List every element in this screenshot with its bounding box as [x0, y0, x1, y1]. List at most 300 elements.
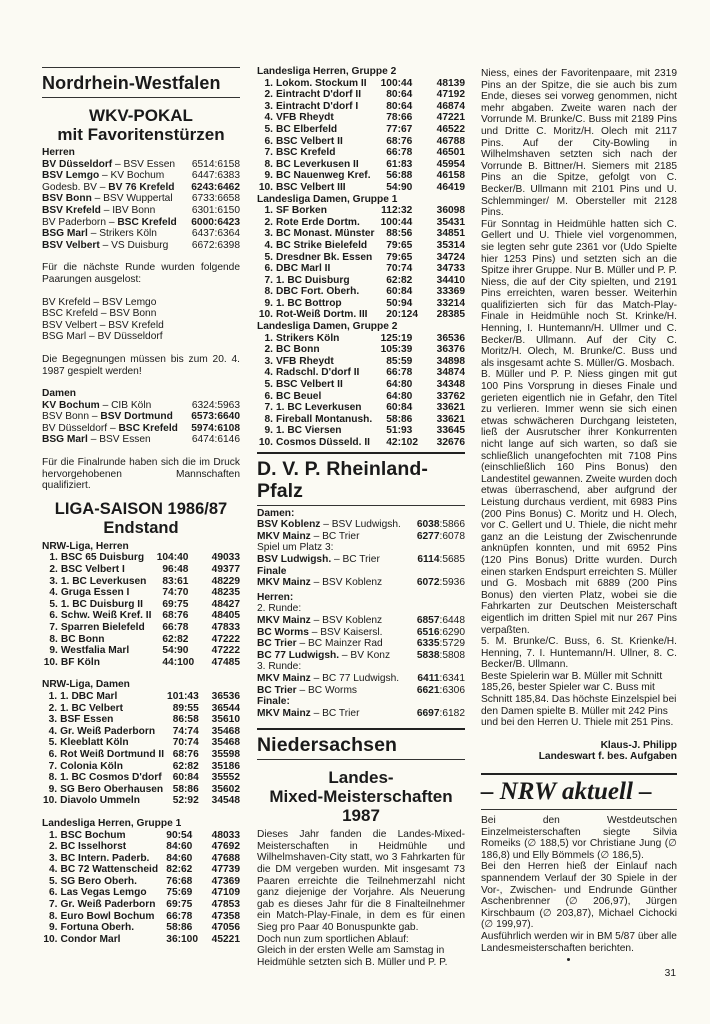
home-team: BSG Marl	[42, 228, 88, 240]
team-name: Las Vegas Lemgo	[60, 887, 147, 899]
winner-team: BC Trier	[257, 684, 297, 696]
match-row	[42, 434, 240, 446]
table-row	[257, 240, 465, 252]
away-team: BSV Wuppertal	[103, 193, 173, 205]
total-pins: 49033	[211, 552, 240, 564]
points-won: 54:	[386, 181, 401, 193]
team-name: Eintracht D'dorf I	[276, 100, 359, 112]
winner-score: 6411	[417, 672, 440, 684]
pairing: BV Krefeld – BSV Lemgo	[42, 296, 157, 308]
table-row	[42, 645, 240, 657]
away-team: BSV Dortmund	[100, 411, 173, 423]
team-name: SG Bero Oberh.	[60, 875, 137, 887]
home-team: BSG Marl	[42, 434, 88, 446]
table-row	[42, 841, 240, 853]
total-pins: 47739	[211, 864, 240, 876]
points-won: 58:	[386, 413, 401, 425]
match-teams	[257, 627, 383, 639]
separator: –	[310, 614, 323, 626]
team-name: Lokom. Stockum II	[276, 77, 367, 89]
points-won: 64:	[386, 390, 401, 402]
points-won: 54:	[162, 645, 178, 657]
rank: 7.	[49, 622, 58, 633]
points-won: 50:	[386, 297, 401, 309]
team-name: Gruga Essen I	[60, 587, 130, 599]
winner-score: 6038	[416, 519, 440, 531]
match-row	[257, 673, 465, 685]
liga-heading-1: LIGA-SAISON 1986/87	[54, 499, 228, 518]
table-row	[257, 252, 465, 264]
winner-team: MKV Mainz	[257, 530, 311, 542]
separator: –	[320, 519, 332, 531]
column-middle	[257, 66, 465, 968]
rank: 6.	[48, 748, 58, 760]
winner-team: BSV Koblenz	[257, 519, 321, 531]
points-lost: 68	[181, 875, 193, 887]
separator: –	[310, 577, 323, 589]
landesliga-tables	[257, 66, 465, 449]
table-row	[257, 136, 465, 148]
points-lost: 124	[401, 309, 418, 321]
points-lost: 84	[401, 286, 413, 298]
rank: 9.	[264, 425, 273, 437]
platz3-label: Spiel um Platz 3:	[257, 542, 334, 554]
total-pins: 48235	[211, 587, 240, 599]
points-lost: 92	[187, 795, 199, 807]
home-team: BSV Bonn	[42, 193, 92, 205]
match-teams	[257, 615, 382, 627]
table-row	[42, 657, 240, 669]
paragraph: Niess, eines der Favoritenpaare, mit 2319 Pins an der Spitze, die sie auch bis zum Ende, dieses sei vorweg genommen, nicht mehr abgaben. Zweite waren nach der Vorrunde M. Brunke/C. Buss mit 2189 Pins und Dritte C. Moritz/H. Olech mit 2117 Pins. Auf der City-Bowling in Wilhelmshaven setzten sich nach der Vorrunde B. Bittner/H. Siemers mit 2185 Pins an die Spitze, gefolgt von C. Becker/B. Ullmann mit 2101 Pins und U. Schlemminger/ M. Obersteller mit 2128 Pins.	[481, 68, 677, 219]
nrw-aktuell-text	[481, 815, 677, 954]
match-teams	[257, 519, 401, 531]
table-row	[257, 414, 465, 426]
match-teams	[257, 708, 359, 720]
rank: 4.	[264, 239, 273, 251]
table-row	[42, 887, 240, 899]
table-row	[257, 205, 465, 217]
table-row	[42, 737, 240, 749]
column-left	[42, 67, 240, 945]
table-row	[257, 356, 465, 368]
table-row	[42, 622, 240, 634]
table-row	[42, 703, 240, 715]
rlp-results	[257, 508, 465, 720]
rank: 8.	[264, 286, 273, 298]
points-lost: 82	[187, 760, 199, 772]
points-won: 82:	[166, 864, 182, 876]
total-pins: 34548	[211, 795, 240, 807]
points-won: 69:	[162, 598, 178, 610]
team-name: 1. BC Cosmos D'dorf	[60, 772, 162, 784]
points-lost: 100	[177, 656, 195, 668]
points-lost: 75	[181, 899, 193, 911]
rank: 9.	[49, 645, 58, 657]
points-won: 84:	[166, 841, 182, 853]
points-lost: 32	[401, 205, 413, 217]
standings-table	[42, 691, 240, 807]
table-row	[257, 333, 465, 345]
team-name: Cosmos Düsseld. II	[276, 437, 370, 448]
team-name: Rot-Weiß Dortm. III	[276, 309, 368, 321]
total-pins: 28385	[436, 309, 465, 321]
team-name: BC Bonn	[276, 344, 320, 356]
table-row	[42, 761, 240, 773]
points-won: 83:	[162, 575, 178, 587]
match-score	[417, 685, 465, 697]
match-score: 6301:6150	[191, 204, 240, 216]
match-row	[42, 217, 240, 229]
wkv-heading-1: WKV-POKAL	[89, 106, 193, 125]
team-name: BSC Bochum	[60, 829, 126, 841]
total-pins: 32676	[436, 437, 465, 448]
points-won: 60:	[172, 772, 188, 784]
separator: –	[99, 170, 111, 182]
separator: –	[310, 530, 323, 542]
team-name: Fireball Montanush.	[276, 413, 373, 425]
team-name: Fortuna Oberh.	[60, 922, 135, 934]
points-won: 42:	[386, 437, 401, 448]
match-row	[257, 708, 465, 720]
match-row	[257, 650, 465, 662]
winner-team: MKV Mainz	[257, 577, 311, 589]
wkv-herren-results	[42, 159, 240, 252]
loser-team: BV Konz	[350, 649, 391, 661]
points-lost: 84	[187, 772, 199, 784]
nds-heading-2: Mixed-Meisterschaften	[269, 787, 453, 807]
table-row	[257, 425, 465, 437]
points-won: 105:	[380, 344, 401, 356]
points-won: 36:	[166, 933, 182, 945]
away-team: CIB Köln	[111, 399, 152, 411]
points-won: 85:	[386, 355, 401, 367]
winner-team: BC 77 Ludwigsh.	[257, 649, 340, 661]
match-score	[417, 519, 465, 531]
team-name: Sparren Bielefeld	[60, 622, 145, 633]
separator: –	[112, 158, 124, 170]
points-won: 80:	[386, 89, 401, 101]
rank: 1.	[264, 77, 273, 89]
total-pins: 36536	[211, 690, 240, 702]
table-row	[257, 344, 465, 356]
standings-title: NRW-Liga, Damen	[42, 679, 130, 691]
points-won: 77:	[386, 123, 401, 135]
points-won: 74:	[172, 725, 188, 737]
loser-score: :6078	[439, 530, 465, 542]
total-pins: 34874	[436, 367, 465, 379]
points-won: 70:	[386, 263, 401, 275]
points-won: 62:	[172, 760, 188, 772]
rank: 6.	[264, 390, 273, 402]
points-lost: 78	[401, 367, 413, 379]
winner-score: 6072	[416, 577, 440, 589]
table-row	[42, 772, 240, 784]
points-won: 101:	[167, 690, 188, 702]
rank: 8.	[264, 413, 273, 425]
column-right	[481, 68, 677, 954]
finale-label: Finale	[257, 565, 287, 577]
points-lost: 64	[401, 100, 413, 112]
home-team: BV Düsseldorf	[42, 422, 108, 434]
match-row	[42, 400, 240, 412]
team-name: BSC Krefeld	[276, 147, 336, 159]
separator: –	[106, 216, 118, 228]
match-score	[417, 531, 465, 543]
points-lost: 55	[187, 702, 199, 714]
separator: –	[339, 649, 351, 661]
loser-team: BC Mainzer Rad	[307, 638, 383, 650]
loser-team: BSV Kaisersl.	[320, 626, 383, 638]
paragraph: Bei den Westdeutschen Einzelmeisterschaften siegte Silvia Romeiks (∅ 188,5) vor Christiane Jung (∅ 186,8) und Elly Bömmels (∅ 186,5).	[481, 815, 677, 861]
away-team: IBV Bonn	[112, 204, 156, 216]
points-lost: 78	[177, 622, 189, 633]
points-won: 78:	[386, 112, 401, 124]
team-name: DBC Fort. Oberh.	[276, 286, 360, 298]
loser-team: BC Trier	[322, 530, 360, 542]
points-lost: 84	[401, 402, 413, 414]
rank: 6.	[49, 610, 58, 622]
match-score	[417, 615, 465, 627]
team-name: BC Leverkusen II	[276, 158, 359, 170]
points-won: 56:	[386, 170, 401, 182]
paragraph: Gleich in der ersten Welle am Samstag in Heidmühle setzten sich B. Müller und P. P.	[257, 945, 448, 968]
match-score: 6324:5963	[191, 399, 240, 411]
loser-team: BC Worms	[307, 684, 358, 696]
match-row	[257, 615, 465, 627]
table-row	[257, 275, 465, 287]
points-lost: 44	[401, 216, 413, 228]
total-pins: 46158	[436, 170, 465, 182]
separator: –	[308, 626, 321, 638]
team-name: SF Borken	[276, 205, 327, 217]
team-name: BSC Velbert I	[60, 564, 125, 576]
wkv-herren-label: Herren	[42, 147, 75, 158]
table-row	[42, 726, 240, 738]
total-pins: 35598	[211, 748, 240, 760]
points-won: 60:	[386, 402, 401, 414]
rank: 1.	[49, 552, 58, 564]
separator: –	[87, 434, 100, 446]
total-pins: 47192	[436, 89, 465, 101]
separator: –	[310, 672, 323, 684]
points-lost: 86	[401, 413, 413, 425]
points-lost: 82	[177, 633, 189, 645]
points-lost: 39	[401, 344, 413, 356]
match-teams	[42, 159, 175, 171]
paragraph: Ausführlich werden wir in BM 5/87 über alle Landesmeisterschaften berichten.	[481, 930, 677, 954]
winner-score: 6621	[416, 684, 440, 696]
points-lost: 59	[401, 355, 413, 367]
table-row	[257, 159, 465, 171]
winner-team: MKV Mainz	[257, 614, 311, 626]
away-team: VS Duisburg	[111, 239, 169, 251]
points-won: 90:	[166, 829, 182, 841]
rank: 2.	[49, 841, 58, 853]
match-teams	[42, 423, 178, 435]
match-teams	[257, 638, 383, 650]
paragraph: Für Sonntag in Heidmühle hatten sich C. Gellert und U. Thiele viel vorgenommen, sie legten sehr gute 2361 vor (Udo Spielte hier 1253 Pins) und setzten sich an die Spitze ihrer Gruppe. Nur B. Müller und P. P. Niess, die auf der City spielten, und 2191 Pins erreichten, waren besser. Weiterhin qualifizierten sich für das Match-Play-Finale in Heidmühle noch St. Krinke/H. Henning, I. Huntemann/H. Ullmer und C. Becker/B. Ullmann. Auf der City C. Moritz/H. Olech, M. Brunke/C. Buss und als insgesamt achte S. Müller/G. Mosbach.	[481, 218, 677, 369]
liga-heading-2: Endstand	[103, 518, 179, 537]
points-lost: 78	[401, 147, 413, 159]
table-row	[42, 576, 240, 588]
points-won: 70:	[172, 737, 188, 749]
points-lost: 61	[177, 575, 189, 587]
total-pins: 34898	[436, 355, 465, 367]
total-pins: 46874	[436, 100, 465, 112]
rank: 1.	[264, 205, 273, 217]
team-name: 1. BC Leverkusen	[60, 575, 147, 587]
table-row	[42, 784, 240, 796]
points-won: 88:	[386, 228, 401, 240]
team-name: Condor Marl	[60, 933, 121, 945]
table-row	[257, 217, 465, 229]
total-pins: 34733	[436, 263, 465, 275]
total-pins: 47221	[436, 112, 465, 124]
loser-score: :5866	[439, 519, 465, 531]
points-won: 68:	[172, 748, 188, 760]
article-continuation	[481, 68, 677, 729]
standings-table	[257, 333, 465, 449]
match-row	[42, 193, 240, 205]
paragraph: Doch nun zum sportlichen Ablauf:	[257, 933, 409, 945]
points-lost: 93	[401, 425, 413, 437]
points-won: 75:	[166, 887, 182, 899]
total-pins: 47853	[211, 899, 240, 911]
rank: 4.	[264, 112, 273, 124]
points-lost: 60	[181, 852, 193, 864]
rank: 10.	[42, 795, 58, 807]
points-won: 66:	[386, 147, 401, 159]
points-lost: 19	[401, 332, 413, 344]
paragraph: Beste Spielerin war B. Müller mit Schnitt 185,26, bester Spieler war C. Buss mit Schnitt 185,84. Das höchste Einzelspiel bei den Damen spielte B. Müller mit 242 Pins und bei den Herren U. Thiele mit 251 Pins.	[481, 670, 677, 729]
paragraph: B. Müller und P. P. Niess gingen mit gut 100 Pins Vorsprung in dieses Finale und gerieten eigentlich nie in Gefahr, den Titel zu verlieren. Immer wenn sie sich einen etwas schwächeren Durchgang leisteten, ließ der Ausrutscher ihrer Konkurrenten nicht lange auf sich warten, so daß sie schließlich unangefochten mit 7108 Pins (einschließlich 160 Pins Bonus) den Landestitel gewannen. Zweite wurden doch etwas überraschend, aber aufgrund der Leistung durchaus verdient, mit 6983 Pins (200 Pins Bonus) C. Moritz und H. Olech, vor C. Gellert und U. Thiele, die nicht mehr ganz an die Leistung der Zwischenrunde anknüpfen konnten, und mit 6952 Pins (120 Pins Bonus) Dritte wurden. Durch einen starken Endspurt erreichten S. Müller und G. Mosbach mit 6889 (200 Pins Bonus) den vierten Platz, wobei sie die Fahrkarten zur Deutschen Meisterschaft eigentlich im dritten Spiel mit nur 267 Pins verpaßten.	[481, 369, 677, 636]
nds-article-text	[257, 829, 465, 968]
table-row	[42, 564, 240, 576]
match-teams	[257, 650, 390, 662]
rank: 3.	[48, 714, 58, 726]
rank: 9.	[49, 922, 58, 934]
separator: –	[310, 707, 323, 719]
total-pins: 47369	[211, 875, 240, 887]
match-teams	[257, 685, 357, 697]
total-pins: 47688	[211, 852, 240, 864]
match-score	[417, 627, 465, 639]
points-won: 68:	[162, 610, 178, 622]
points-lost: 56	[401, 228, 413, 240]
herren-label: Herren:	[257, 591, 294, 603]
points-won: 62:	[162, 633, 178, 645]
match-score	[417, 708, 465, 720]
match-teams	[42, 434, 151, 446]
points-won: 66:	[386, 367, 401, 379]
standings-table	[42, 552, 240, 668]
total-pins: 46501	[436, 147, 465, 159]
total-pins: 47056	[211, 922, 240, 934]
paragraph: Bei den Herren hieß der Einlauf nach spannendem Verlauf der 30 Spiele in der Vor-, Zwischen- und Endrunde Günther Aschenbrenner (∅ 206,97), Jürgen Kirschbaum (∅ 203,87), Michael Cichocki (∅ 199,97).	[481, 861, 677, 931]
match-score: 6573:6640	[191, 411, 240, 423]
points-lost: 90	[177, 645, 189, 657]
team-name: Gr. Weiß Paderborn	[60, 725, 156, 737]
points-lost: 74	[401, 263, 413, 275]
liga-tables	[42, 541, 240, 946]
standings-table	[42, 830, 240, 946]
total-pins: 48033	[211, 829, 240, 841]
rank: 8.	[264, 158, 273, 170]
points-lost: 76	[177, 610, 189, 622]
section-rule	[257, 728, 465, 730]
home-team: BSV Lemgo	[42, 170, 100, 182]
match-teams	[257, 554, 380, 566]
team-name: BF Köln	[60, 656, 100, 668]
points-lost: 48	[177, 564, 189, 576]
total-pins: 36376	[436, 344, 465, 356]
points-lost: 94	[401, 297, 413, 309]
rank: 7.	[264, 402, 273, 414]
table-row	[42, 795, 240, 807]
table-row	[42, 911, 240, 923]
match-row	[257, 554, 465, 566]
total-pins: 33621	[436, 413, 465, 425]
home-team: BSV Velbert	[42, 239, 100, 251]
total-pins: 48229	[211, 575, 240, 587]
total-pins: 35610	[211, 714, 240, 726]
team-name: Rot Weiß Dortmund II	[60, 748, 165, 760]
table-row	[42, 599, 240, 611]
team-name: Colonia Köln	[60, 760, 123, 772]
damen-label: Damen:	[257, 507, 295, 519]
winner-score: 5838	[416, 649, 440, 661]
points-lost: 66	[401, 112, 413, 124]
final-round-text: Für die Finalrunde haben sich die im Druck hervorgehobenen Mannschaften qualifiziert.	[42, 457, 240, 492]
loser-score: :6306	[439, 684, 465, 696]
points-won: 61:	[386, 158, 401, 170]
match-score: 6514:6158	[191, 158, 240, 170]
rank: 10.	[43, 933, 58, 945]
rank: 10.	[258, 181, 273, 193]
match-row	[42, 159, 240, 171]
rank: 7.	[264, 147, 273, 159]
team-name: Dresdner Bk. Essen	[276, 251, 373, 263]
section-title-nrw: Nordrhein-Westfalen	[42, 73, 221, 93]
team-name: BC Bonn	[60, 633, 105, 645]
match-teams	[257, 577, 382, 589]
nds-heading-1: Landes-	[328, 768, 394, 788]
total-pins: 34410	[436, 274, 465, 286]
loser-team: BSV Koblenz	[322, 577, 383, 589]
match-teams	[42, 240, 168, 252]
points-lost: 64	[401, 89, 413, 101]
team-name: BSC Velbert II	[276, 135, 343, 147]
loser-score: :5936	[439, 577, 465, 589]
points-lost: 74	[187, 737, 199, 749]
wkv-damen-label: Damen	[42, 388, 76, 400]
team-name: 1. DBC Marl	[60, 690, 118, 702]
team-name: 1. BC Viersen	[276, 425, 342, 437]
team-name: Diavolo Ummeln	[60, 795, 140, 807]
rank: 5.	[49, 875, 58, 887]
runde3-label: 3. Runde:	[257, 661, 302, 673]
standings-title: NRW-Liga, Herren	[42, 540, 129, 552]
rank: 4.	[48, 725, 58, 737]
section-title-niedersachsen: Niedersachsen	[257, 734, 398, 757]
total-pins: 48405	[211, 610, 240, 622]
total-pins: 45221	[211, 933, 240, 945]
table-row	[257, 309, 465, 321]
total-pins: 49377	[211, 564, 240, 576]
winner-team: BC Trier	[257, 638, 297, 650]
team-name: BC Nauenweg Kref.	[276, 170, 371, 182]
winner-score: 6277	[416, 530, 440, 542]
